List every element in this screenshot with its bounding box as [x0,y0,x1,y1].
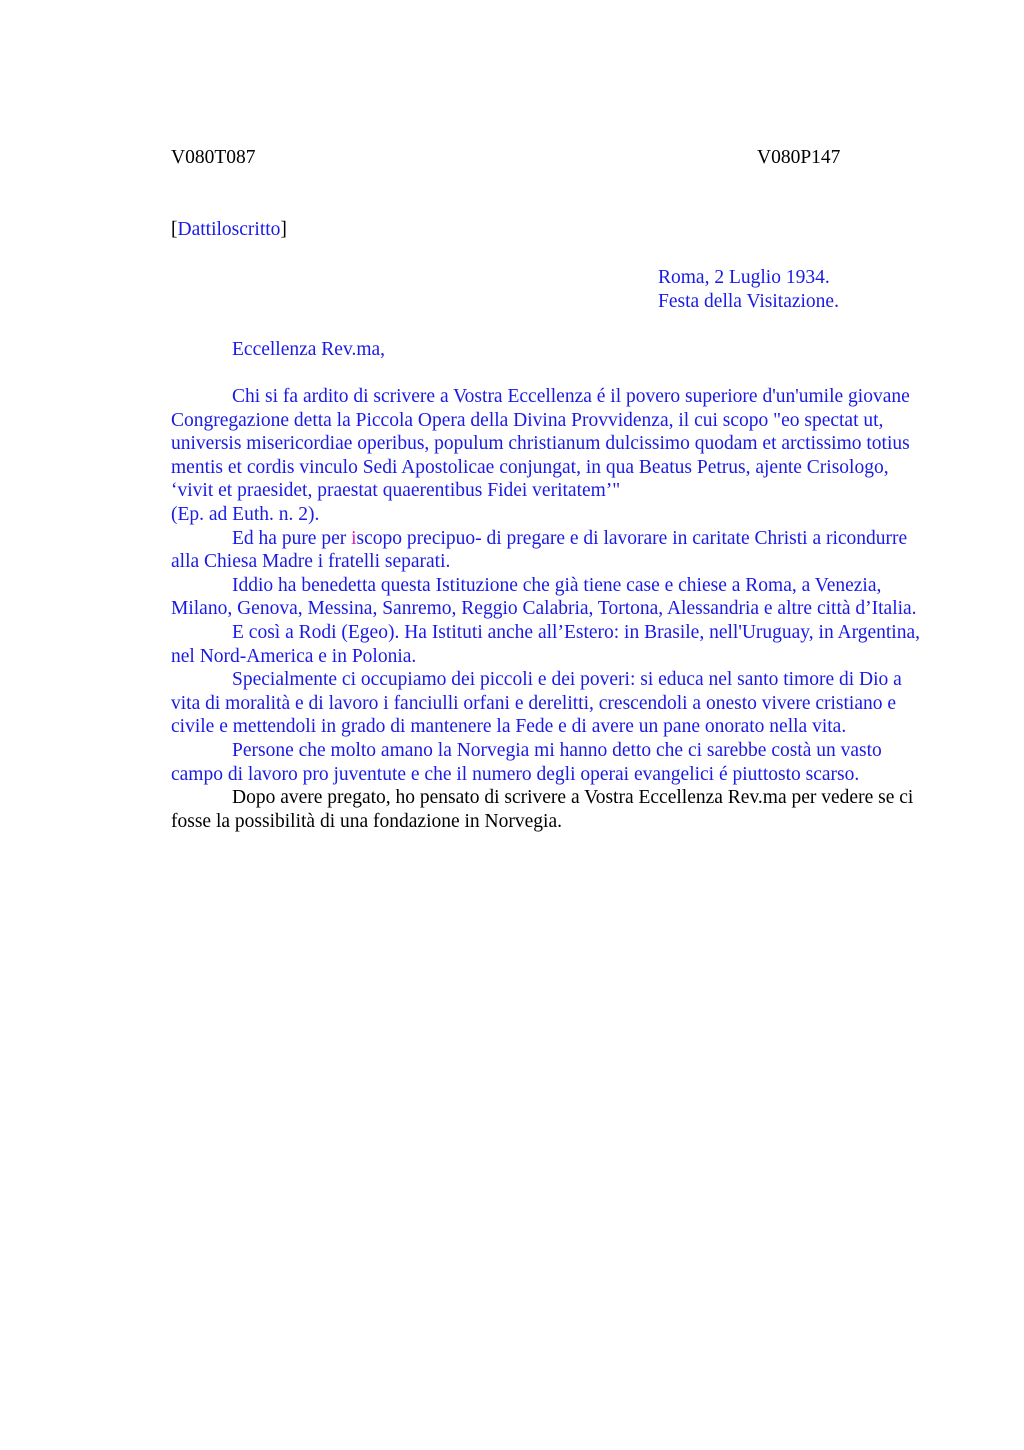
document-code-right: V080P147 [757,147,841,168]
purpose-text-start: Ed ha pure per [232,527,352,549]
paragraph-norway: Persone che molto amano la Norvegia mi hanno detto che ci sarebbe costà un vasto campo di lavoro pro juventute e che il numero degli operai evangelici é piuttosto scarso. [171,739,882,785]
letter-body [171,385,931,833]
close-bracket: ] [280,219,287,240]
salutation: Eccellenza Rev.ma, [232,339,386,360]
typescript-note [171,218,287,242]
place-date: Roma, 2 Luglio 1934. [658,267,830,288]
paragraph-purpose [171,527,931,574]
purpose-text-end: scopo precipuo- di pregare e di lavorare in caritate Christi a ricondurre alla Chiesa Madre i fratelli separati. [171,527,908,573]
dateline [658,266,839,313]
feast-day: Festa della Visitazione. [658,290,839,312]
open-bracket: [ [171,219,178,240]
paragraph-request: Dopo avere pregato, ho pensato di scrivere a Vostra Eccellenza Rev.ma per vedere se ci fosse la possibilità di una fondazione in Norvegia. [171,787,914,832]
purpose-highlight-letter: i [351,527,357,549]
letter-page [171,146,931,832]
paragraph-mission: Specialmente ci occupiamo dei piccoli e dei poveri: si educa nel santo timore di Dio a vita di moralità e di lavoro i fanciulli orfani e derelitti, crescendoli a onesto vivere cristiano e civile e mettendoli in grado di mantenere la Fede e di avere un pane onorato nella vita. [171,669,902,738]
typescript-label: Dattiloscritto [177,219,281,240]
paragraph-abroad: E così a Rodi (Egeo). Ha Istituti anche all’Estero: in Brasile, nell'Uruguay, in Argentina, nel Nord-America e in Polonia. [171,621,921,667]
paragraph-introduction: Chi si fa ardito di scrivere a Vostra Eccellenza é il povero superiore d'un'umile giovane Congregazione detta la Piccola Opera della Divina Provvidenza, il cui scopo "eo spectat ut, universis misericordiae operibus, populum christianum dulcissimo quodam et arctissimo totius mentis et cordis vinculo Sedi Apostolicae conjungat, in qua Beatus Petrus, ajente Crisologo, ‘vivit et praesidet, praestat quaerentibus Fidei veritatem’" [171,386,910,502]
paragraph-citation: (Ep. ad Euth. n. 2). [171,503,320,525]
document-header [171,146,931,170]
document-code-left: V080T087 [171,147,256,168]
paragraph-italy-houses: Iddio ha benedetta questa Istituzione che già tiene case e chiese a Roma, a Venezia, Milano, Genova, Messina, Sanremo, Reggio Calabria, Tortona, Alessandria e altre città d’Italia. [171,574,917,620]
